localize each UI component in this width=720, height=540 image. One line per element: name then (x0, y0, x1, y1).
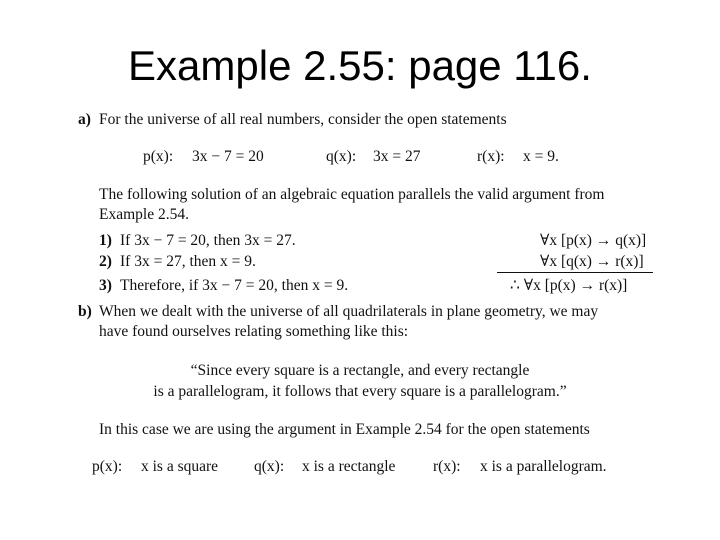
part-a-marker: a) (78, 111, 91, 128)
part-a-intro: For the universe of all real numbers, consider the open statements (99, 111, 507, 128)
b-statement-r-name: r(x): (433, 458, 461, 475)
argument-conclusion: ∴ ∀x [p(x) → r(x)] (510, 277, 628, 294)
quote-line-1: “Since every square is a rectangle, and every rectangle (190, 362, 530, 379)
statement-q-name: q(x): (326, 148, 357, 165)
step-2-number: 2) (99, 253, 112, 270)
statement-p-name: p(x): (143, 148, 174, 165)
part-b-line-2: have found ourselves relating something like this: (99, 323, 409, 340)
b-statement-q-body: x is a rectangle (302, 458, 396, 475)
step-1-number: 1) (99, 232, 112, 249)
argument-premise-1: ∀x [p(x) → q(x)] (540, 232, 647, 249)
b-statement-q-name: q(x): (254, 458, 285, 475)
quote-line-2: is a parallelogram, it follows that every square is a parallelogram.” (153, 383, 567, 400)
slide-title: Example 2.55: page 116. (128, 42, 592, 89)
statement-p-body: 3x − 7 = 20 (192, 148, 264, 165)
argument-premise-2: ∀x [q(x) → r(x)] (540, 253, 644, 270)
statement-r-name: r(x): (477, 148, 505, 165)
part-b-conclusion: In this case we are using the argument in Example 2.54 for the open statements (99, 421, 590, 438)
step-1-text: If 3x − 7 = 20, then 3x = 27. (120, 232, 296, 249)
step-3-text: Therefore, if 3x − 7 = 20, then x = 9. (120, 277, 349, 294)
b-statement-p-body: x is a square (141, 458, 219, 475)
paragraph-line-2: Example 2.54. (99, 206, 189, 223)
step-3-number: 3) (99, 277, 112, 294)
statement-r-body: x = 9. (523, 148, 559, 165)
paragraph-line-1: The following solution of an algebraic equation parallels the valid argument from (99, 186, 605, 203)
part-b-marker: b) (78, 303, 92, 320)
argument-divider (497, 272, 653, 273)
b-statement-r-body: x is a parallelogram. (480, 458, 607, 475)
b-statement-p-name: p(x): (92, 458, 123, 475)
step-2-text: If 3x = 27, then x = 9. (120, 253, 256, 270)
part-b-line-1: When we dealt with the universe of all quadrilaterals in plane geometry, we may (99, 303, 599, 320)
statement-q-body: 3x = 27 (373, 148, 421, 165)
